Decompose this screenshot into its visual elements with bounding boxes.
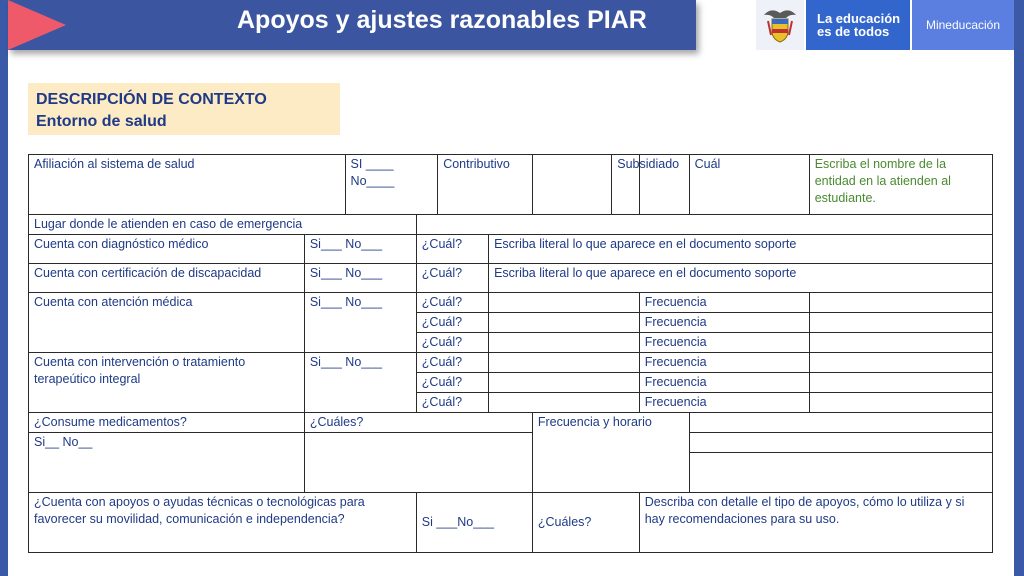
emergency-care-label: Lugar donde le atienden en caso de emergencia xyxy=(29,215,417,235)
therapy-frequency-label: Frecuencia xyxy=(639,353,809,373)
medical-attention-frequency-input[interactable] xyxy=(809,333,992,353)
coat-of-arms-icon xyxy=(762,5,798,45)
medical-attention-frequency-input[interactable] xyxy=(809,293,992,313)
therapy-label: Cuenta con intervención o tratamiento terapeútico integral xyxy=(29,353,305,413)
medical-attention-yes-no-field[interactable]: Si___ No___ xyxy=(304,293,416,353)
medical-attention-which-input[interactable] xyxy=(489,313,640,333)
diagnosis-label: Cuenta con diagnóstico médico xyxy=(29,235,305,264)
emergency-care-input[interactable] xyxy=(416,215,992,235)
disability-cert-which-label: ¿Cuál? xyxy=(416,264,488,293)
page-title: Apoyos y ajustes razonables PIAR xyxy=(237,6,647,34)
technical-aids-yes-no-field[interactable]: Si ___No___ xyxy=(416,493,532,553)
medications-frequency-label: Frecuencia y horario xyxy=(532,413,689,493)
subsidiado-label: Subsidiado xyxy=(612,155,639,215)
diagnosis-yes-no-field[interactable]: Si___ No___ xyxy=(304,235,416,264)
therapy-which-label: ¿Cuál? xyxy=(416,393,488,413)
colombia-coat-of-arms-logo xyxy=(756,0,804,50)
therapy-frequency-label: Frecuencia xyxy=(639,373,809,393)
medications-label: ¿Consume medicamentos? xyxy=(29,413,305,433)
medical-attention-frequency-input[interactable] xyxy=(809,313,992,333)
medical-attention-which-label: ¿Cuál? xyxy=(416,293,488,313)
medications-which-label: ¿Cuáles? xyxy=(304,413,532,433)
therapy-frequency-input[interactable] xyxy=(809,353,992,373)
medical-attention-which-input[interactable] xyxy=(489,333,640,353)
brand-line-1: La educación xyxy=(817,11,901,26)
therapy-which-input[interactable] xyxy=(489,373,640,393)
therapy-frequency-input[interactable] xyxy=(809,373,992,393)
therapy-which-input[interactable] xyxy=(489,393,640,413)
therapy-frequency-label: Frecuencia xyxy=(639,393,809,413)
health-context-form xyxy=(28,154,993,553)
medications-frequency-input[interactable] xyxy=(689,413,992,433)
therapy-which-label: ¿Cuál? xyxy=(416,373,488,393)
right-frame-stripe xyxy=(1014,0,1024,576)
brand-line-2: es de todos xyxy=(817,24,890,39)
left-frame-stripe xyxy=(0,0,8,576)
context-heading xyxy=(28,83,340,135)
contributivo-label: Contributivo xyxy=(438,155,533,215)
disability-cert-label: Cuenta con certificación de discapacidad xyxy=(29,264,305,293)
affiliation-yes-no-field[interactable]: SI ____ No____ xyxy=(345,155,438,215)
brand-slogan xyxy=(806,0,910,50)
therapy-yes-no-field[interactable]: Si___ No___ xyxy=(304,353,416,413)
disability-cert-yes-no-field[interactable]: Si___ No___ xyxy=(304,264,416,293)
technical-aids-label: ¿Cuenta con apoyos o ayudas técnicas o tecnológicas para favorecer su movilidad, comunicación e independencia? xyxy=(29,493,417,553)
medications-frequency-input[interactable] xyxy=(689,433,992,453)
technical-aids-which-label: ¿Cuáles? xyxy=(532,493,639,553)
medical-attention-label: Cuenta con atención médica xyxy=(29,293,305,353)
therapy-which-label: ¿Cuál? xyxy=(416,353,488,373)
medical-attention-frequency-label: Frecuencia xyxy=(639,293,809,313)
affiliation-label: Afiliación al sistema de salud xyxy=(29,155,346,215)
contributivo-checkbox[interactable] xyxy=(532,155,611,215)
ministry-logo-text: Mineducación xyxy=(912,0,1014,50)
medications-frequency-input[interactable] xyxy=(689,453,992,493)
medical-attention-which-label: ¿Cuál? xyxy=(416,313,488,333)
therapy-frequency-input[interactable] xyxy=(809,393,992,413)
diagnosis-which-label: ¿Cuál? xyxy=(416,235,488,264)
context-subtitle: Entorno de salud xyxy=(36,113,167,130)
medications-which-input[interactable] xyxy=(304,433,532,493)
medications-yes-no-field[interactable]: Si__ No__ xyxy=(29,433,305,493)
header-arrow-decoration xyxy=(8,0,66,50)
medical-attention-frequency-label: Frecuencia xyxy=(639,313,809,333)
medical-attention-which-label: ¿Cuál? xyxy=(416,333,488,353)
context-title: DESCRIPCIÓN DE CONTEXTO xyxy=(36,91,267,108)
disability-cert-input[interactable]: Escriba literal lo que aparece en el documento soporte xyxy=(489,264,993,293)
therapy-which-input[interactable] xyxy=(489,353,640,373)
technical-aids-description-input[interactable]: Describa con detalle el tipo de apoyos, cómo lo utiliza y si hay recomendaciones para su uso. xyxy=(639,493,992,553)
medical-attention-which-input[interactable] xyxy=(489,293,640,313)
diagnosis-input[interactable]: Escriba literal lo que aparece en el documento soporte xyxy=(489,235,993,264)
affiliation-entity-input[interactable]: Escriba el nombre de la entidad en la atienden al estudiante. xyxy=(809,155,992,215)
affiliation-which-label: Cuál xyxy=(689,155,809,215)
medical-attention-frequency-label: Frecuencia xyxy=(639,333,809,353)
